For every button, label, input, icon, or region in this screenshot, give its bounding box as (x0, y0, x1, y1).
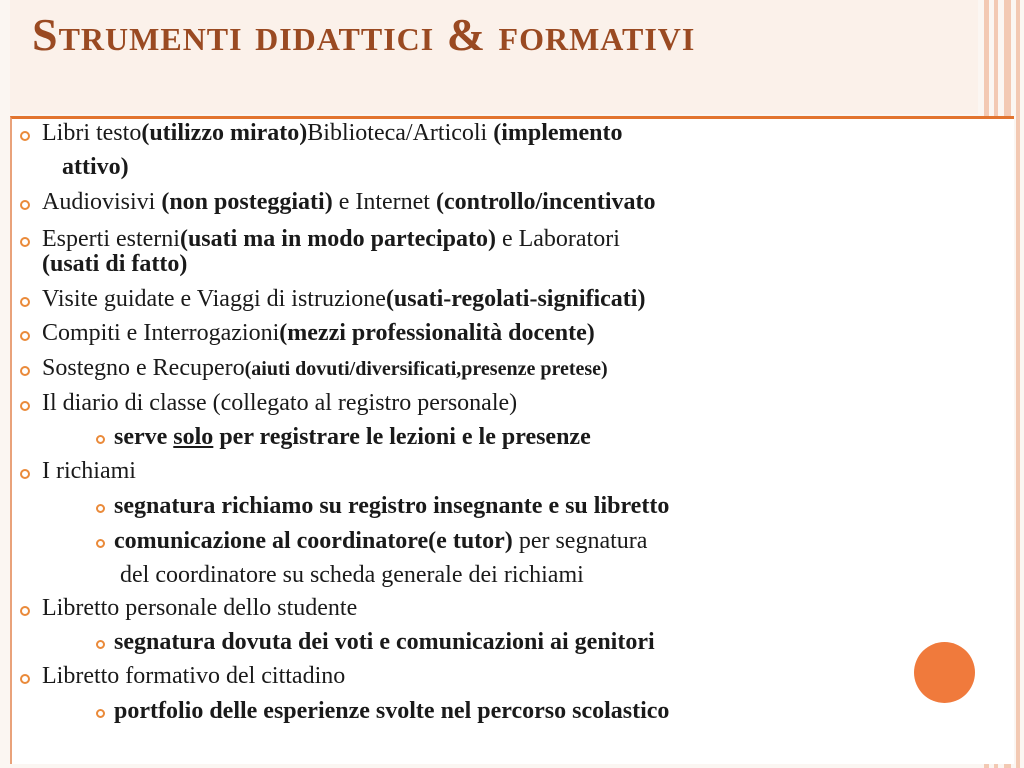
item-libri-cont: attivo) (62, 154, 129, 180)
item-sostegno: Sostegno e Recupero(aiuti dovuti/diversificati,presenze pretese) (42, 355, 608, 381)
item-esperti: Esperti esterni(usati ma in modo partecipato) e Laboratori (42, 226, 620, 252)
sub-bullet-icon (96, 709, 105, 718)
bullet-icon (20, 331, 30, 341)
slide-title: Strumenti didattici & formativi (32, 9, 696, 60)
bullet-icon (20, 297, 30, 307)
title-area (10, 0, 978, 114)
item-formativo-sub: portfolio delle esperienze svolte nel percorso scolastico (114, 698, 670, 724)
sub-bullet-icon (96, 435, 105, 444)
item-diario-sub: serve solo per registrare le lezioni e le presenze (114, 424, 591, 450)
item-libretto-sub: segnatura dovuta dei voti e comunicazioni ai genitori (114, 629, 655, 655)
item-visite: Visite guidate e Viaggi di istruzione(usati-regolati-significati) (42, 286, 646, 312)
bullet-icon (20, 131, 30, 141)
item-richiami-sub2: comunicazione al coordinatore(e tutor) per segnatura (114, 528, 648, 554)
item-richiami-sub2-cont: del coordinatore su scheda generale dei richiami (120, 562, 584, 588)
sub-bullet-icon (96, 539, 105, 548)
bullet-icon (20, 200, 30, 210)
sub-bullet-icon (96, 640, 105, 649)
decorative-circle (914, 642, 975, 703)
item-richiami-sub1: segnatura richiamo su registro insegnante e su libretto (114, 493, 670, 519)
item-esperti-cont: (usati di fatto) (42, 251, 188, 277)
bullet-icon (20, 674, 30, 684)
item-libretto: Libretto personale dello studente (42, 595, 358, 621)
bullet-icon (20, 366, 30, 376)
bullet-icon (20, 401, 30, 411)
bullet-icon (20, 469, 30, 479)
bullet-icon (20, 606, 30, 616)
sub-bullet-icon (96, 504, 105, 513)
item-formativo: Libretto formativo del cittadino (42, 663, 346, 689)
item-audiovisivi: Audiovisivi (non posteggiati) e Internet (controllo/incentivato (42, 189, 656, 215)
item-richiami: I richiami (42, 458, 136, 484)
item-libri: Libri testo(utilizzo mirato)Biblioteca/Articoli (implemento (42, 120, 623, 146)
item-diario: Il diario di classe (collegato al registro personale) (42, 390, 518, 416)
item-compiti: Compiti e Interrogazioni(mezzi professionalità docente) (42, 320, 595, 346)
bullet-icon (20, 237, 30, 247)
